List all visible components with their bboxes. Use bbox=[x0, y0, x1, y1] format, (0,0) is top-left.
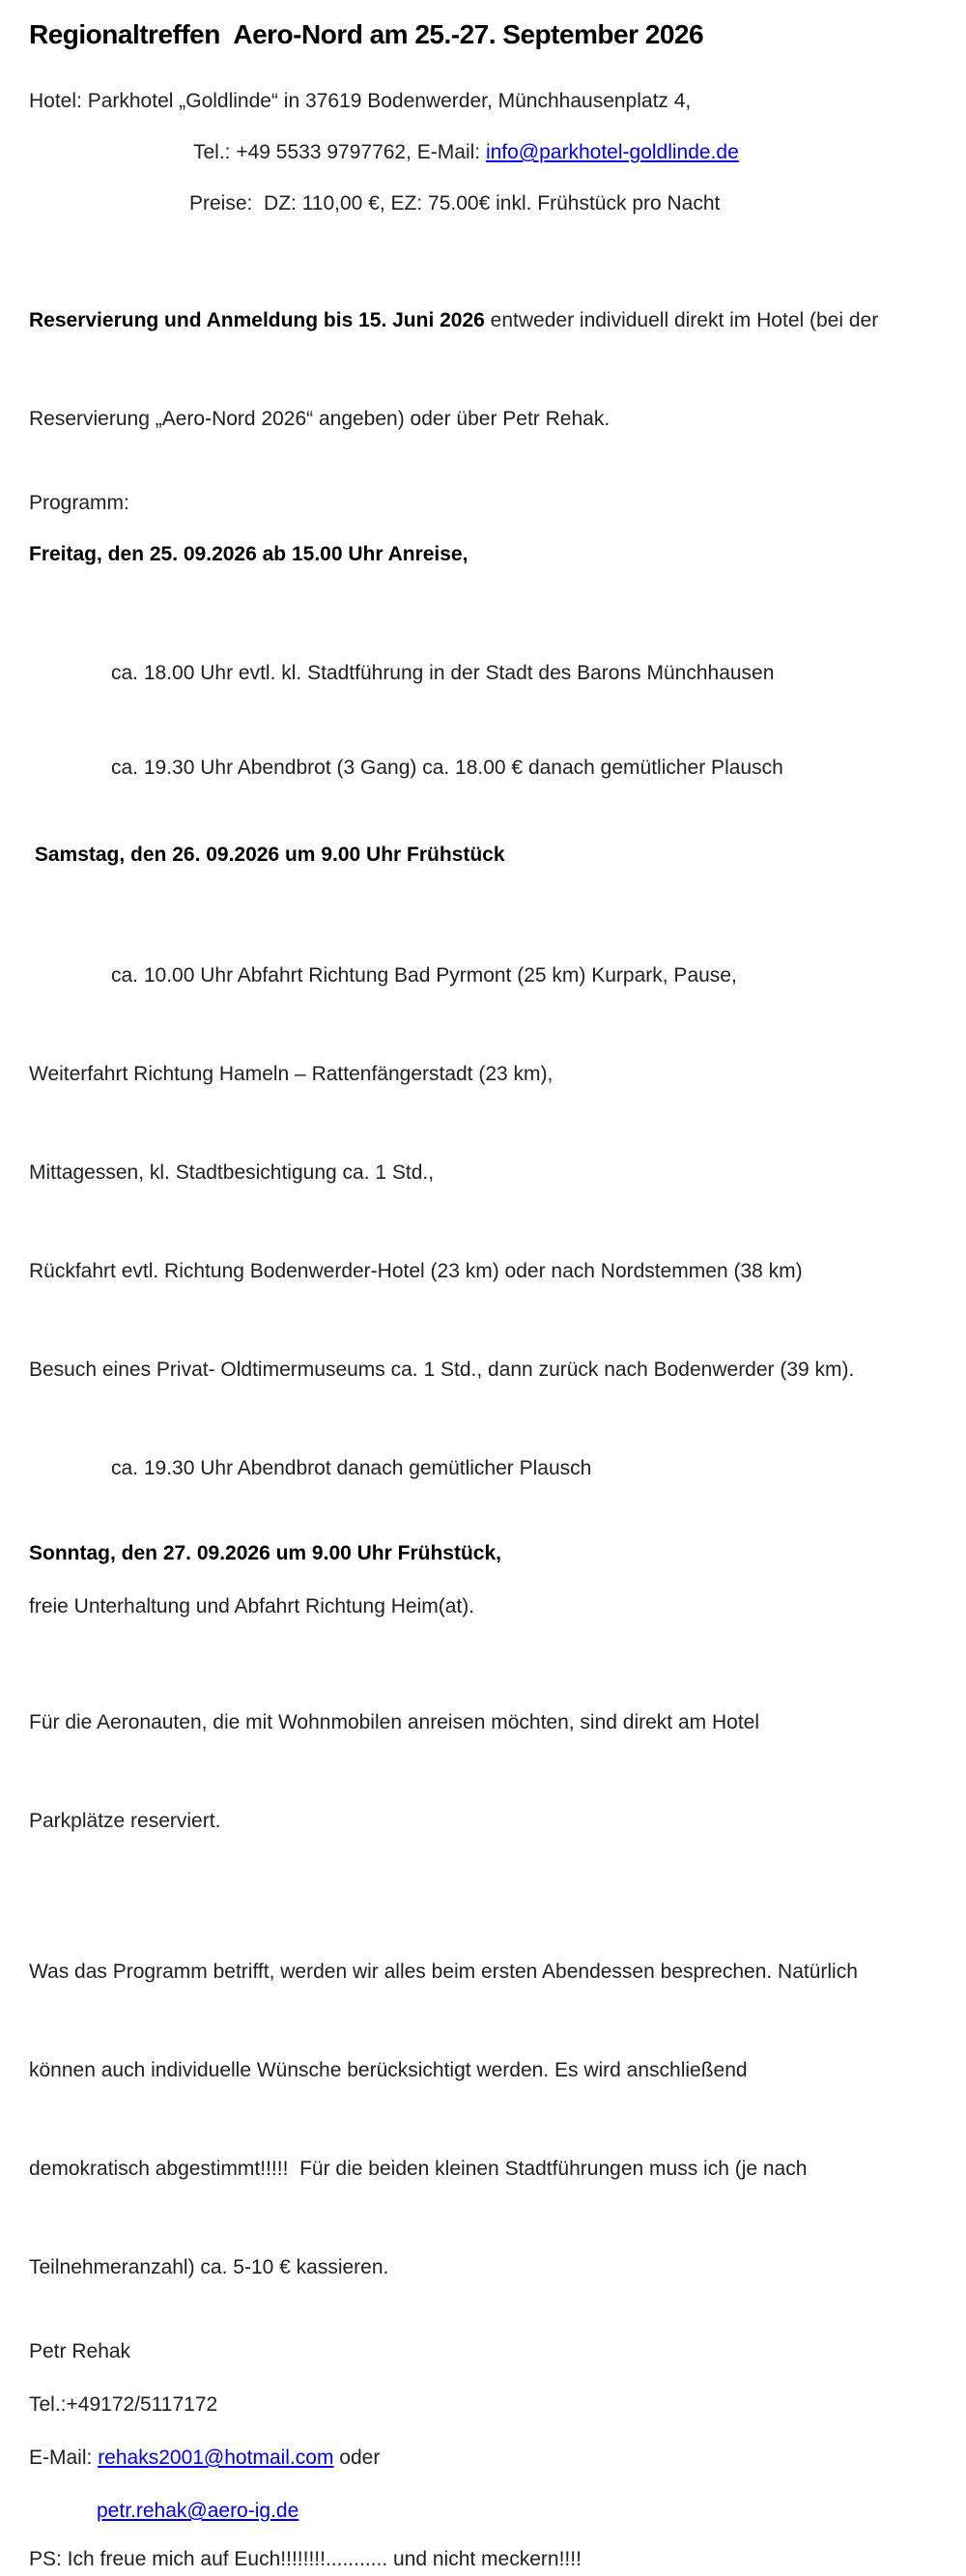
email-oder-text: oder bbox=[333, 2447, 381, 2469]
ps-line: PS: Ich freue mich auf Euch!!!!!!!!........... und nicht meckern!!!! bbox=[29, 2548, 582, 2570]
friday-item-2: ca. 19.30 Uhr Abendbrot (3 Gang) ca. 18.00 € danach gemütlicher Plausch bbox=[111, 757, 783, 779]
saturday-line-6: ca. 19.30 Uhr Abendbrot danach gemütlicher Plausch bbox=[111, 1457, 592, 1479]
reservation-deadline-bold: Reservierung und Anmeldung bis 15. Juni 2026 bbox=[29, 309, 485, 331]
saturday-line-3: Mittagessen, kl. Stadtbesichtigung ca. 1 Std., bbox=[29, 1161, 435, 1184]
hotel-tel-line bbox=[193, 136, 932, 169]
program-discussion-line-2: können auch individuelle Wünsche berücksichtigt werden. Es wird anschließend bbox=[29, 2059, 748, 2081]
saturday-line-5: Besuch eines Privat- Oldtimermuseums ca. 1 Std., dann zurück nach Bodenwerder (39 km). bbox=[29, 1359, 855, 1381]
hotel-tel-text: Tel.: +49 5533 9797762, E-Mail: bbox=[193, 141, 486, 163]
motorhome-line-2: Parkplätze reserviert. bbox=[29, 1810, 221, 1832]
program-discussion-line-3: demokratisch abgestimmt!!!!! Für die beiden kleinen Stadtführungen muss ich (je nach bbox=[29, 2158, 808, 2180]
sunday-heading: Sonntag, den 27. 09.2026 um 9.00 Uhr Frühstück, bbox=[29, 1542, 501, 1564]
reservation-line-2: Reservierung „Aero-Nord 2026“ angeben) oder über Petr Rehak. bbox=[29, 408, 611, 430]
reservation-line-1-rest: entweder individuell direkt im Hotel (bei der bbox=[484, 309, 879, 331]
saturday-heading: Samstag, den 26. 09.2026 um 9.00 Uhr Frühstück bbox=[29, 844, 505, 866]
signature-name: Petr Rehak bbox=[29, 2340, 131, 2362]
email2-line bbox=[97, 2495, 932, 2528]
saturday-line-4: Rückfahrt evtl. Richtung Bodenwerder-Hotel (23 km) oder nach Nordstemmen (38 km) bbox=[29, 1260, 803, 1282]
sunday-line: freie Unterhaltung und Abfahrt Richtung Heim(at). bbox=[29, 1595, 475, 1617]
program-discussion-line-4: Teilnehmeranzahl) ca. 5-10 € kassieren. bbox=[29, 2256, 389, 2278]
saturday-program bbox=[29, 894, 932, 1518]
email-label: E-Mail: bbox=[29, 2447, 99, 2469]
friday-item-1: ca. 18.00 Uhr evtl. kl. Stadtführung in der Stadt des Barons Münchhausen bbox=[111, 662, 775, 684]
email-hotmail-link[interactable]: rehaks2001@hotmail.com bbox=[98, 2447, 334, 2469]
reservation-line-1 bbox=[29, 304, 932, 337]
email-aero-link[interactable]: petr.rehak@aero-ig.de bbox=[97, 2500, 299, 2522]
reservation-paragraph bbox=[29, 239, 932, 469]
saturday-line-1: ca. 10.00 Uhr Abfahrt Richtung Bad Pyrmont (25 km) Kurpark, Pause, bbox=[111, 964, 737, 987]
friday-items bbox=[29, 593, 932, 816]
signature-tel: Tel.:+49172/5117172 bbox=[29, 2393, 218, 2416]
program-label: Programm: bbox=[29, 492, 129, 514]
motorhome-paragraph bbox=[29, 1641, 932, 1871]
email-line bbox=[29, 2442, 932, 2475]
motorhome-line-1: Für die Aeronauten, die mit Wohnmobilen anreisen möchten, sind direkt am Hotel bbox=[29, 1711, 760, 1733]
program-discussion-paragraph bbox=[29, 1890, 932, 2317]
friday-heading: Freitag, den 25. 09.2026 ab 15.00 Uhr Anreise, bbox=[29, 543, 469, 565]
program-discussion-line-1: Was das Programm betrifft, werden wir alles beim ersten Abendessen besprechen. Natürlich bbox=[29, 1961, 858, 1983]
saturday-line-2: Weiterfahrt Richtung Hameln – Rattenfängerstadt (23 km), bbox=[29, 1063, 554, 1085]
price-line: Preise: DZ: 110,00 €, EZ: 75.00€ inkl. Frühstück pro Nacht bbox=[189, 192, 721, 215]
hotel-address-line: Hotel: Parkhotel „Goldlinde“ in 37619 Bodenwerder, Münchhausenplatz 4, bbox=[29, 90, 692, 112]
hotel-email-link[interactable]: info@parkhotel-goldlinde.de bbox=[485, 141, 739, 163]
page-title: Regionaltreffen Aero-Nord am 25.-27. September 2026 bbox=[29, 19, 704, 49]
